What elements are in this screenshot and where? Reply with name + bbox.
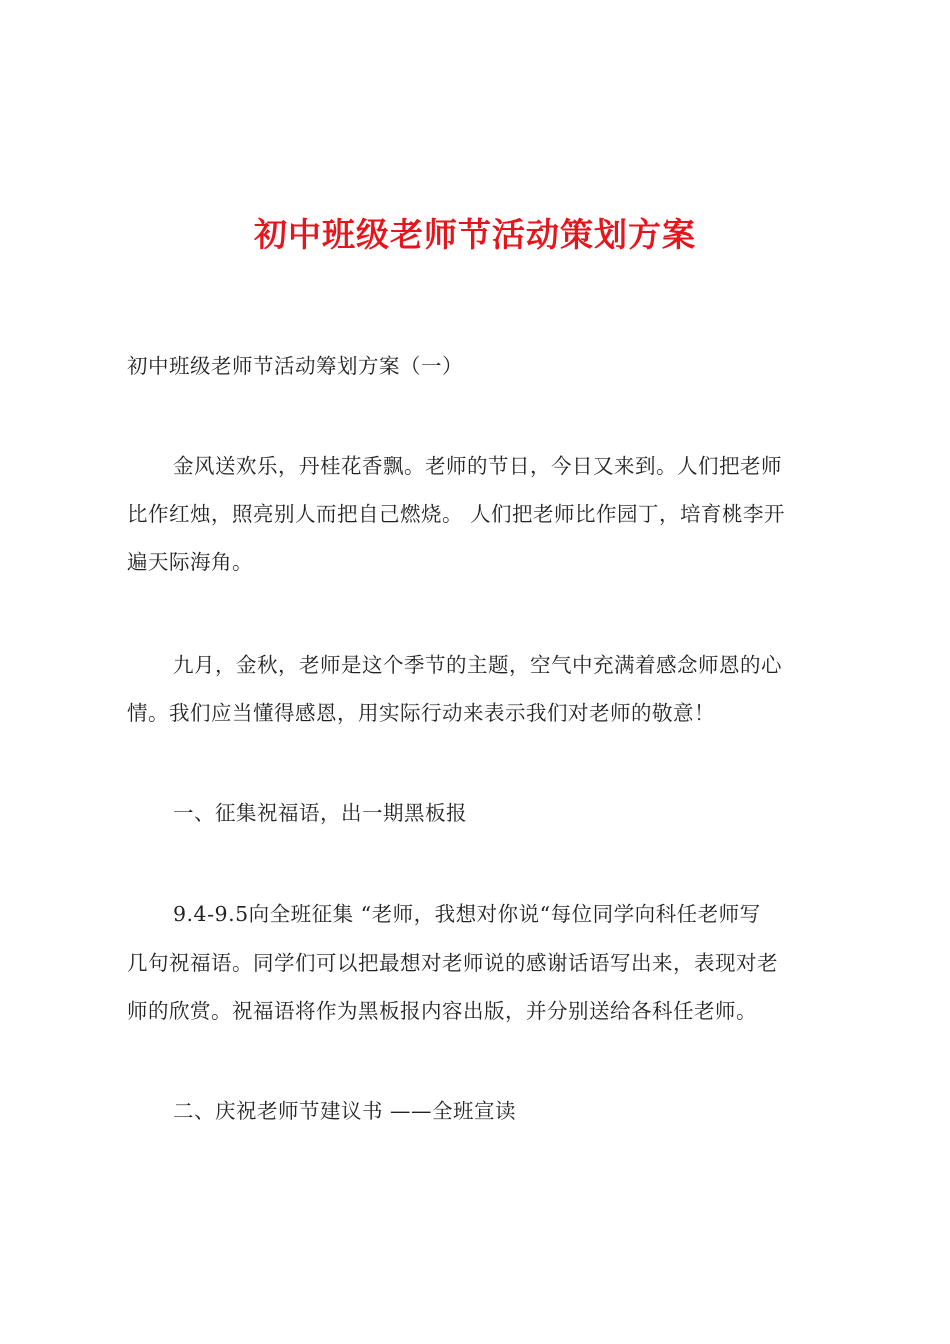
paragraph-line: 几句祝福语。同学们可以把最想对老师说的感谢话语写出来，表现对老 (127, 951, 778, 975)
paragraph-line: 遍天际海角。 (127, 550, 253, 574)
section-heading: 二、庆祝老师节建议书 ——全班宣读 (173, 1099, 517, 1123)
section-heading: 一、征集祝福语，出一期黑板报 (173, 801, 467, 825)
paragraph-line: 师的欣赏。祝福语将作为黑板报内容出版，并分别送给各科任老师。 (127, 999, 757, 1023)
paragraph-line: 九月，金秋，老师是这个季节的主题，空气中充满着感念师恩的心 (173, 653, 782, 677)
paragraph-line: 情。我们应当懂得感恩，用实际行动来表示我们对老师的敬意！ (127, 701, 715, 725)
paragraph-line: 9.4-9.5向全班征集 “老师，我想对你说“每位同学向科任老师写 (173, 902, 761, 926)
paragraph-line: 金风送欢乐，丹桂花香飘。老师的节日，今日又来到。人们把老师 (173, 454, 782, 478)
section-subtitle: 初中班级老师节活动筹划方案（一） (127, 354, 463, 378)
document-title: 初中班级老师节活动策划方案 (254, 215, 696, 254)
paragraph-line: 比作红烛，照亮别人而把自己燃烧。 人们把老师比作园丁，培育桃李开 (127, 502, 786, 526)
